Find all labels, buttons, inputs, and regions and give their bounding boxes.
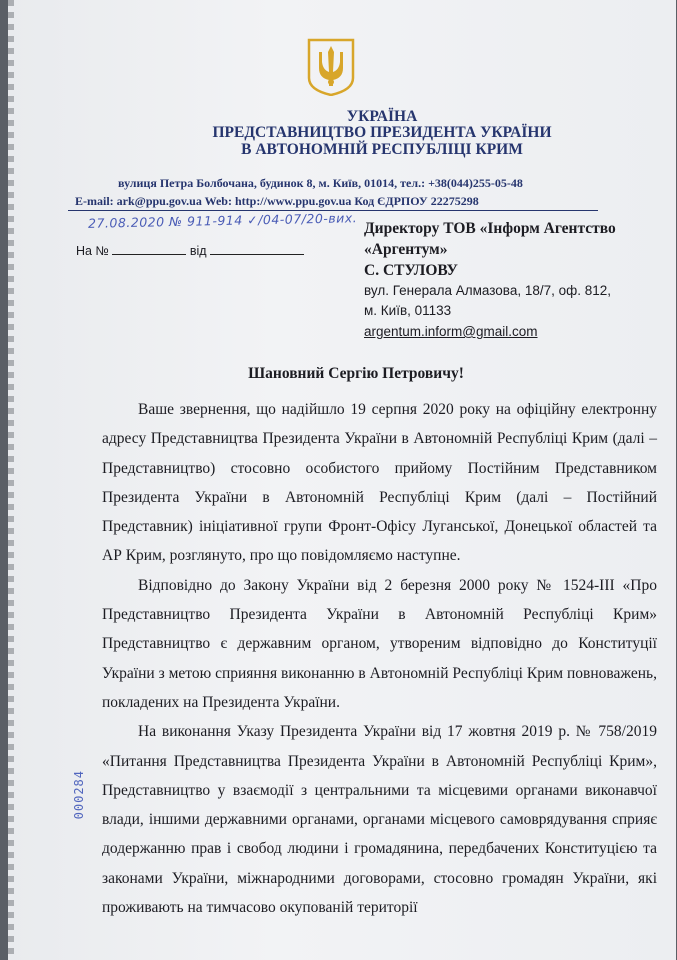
recipient-title-line1: Директору ТОВ «Інформ Агентство: [364, 220, 616, 237]
recipient-city: м. Київ, 01133: [364, 303, 452, 318]
handwritten-registration: 27.08.2020 № 911-914 ✓/04-07/20-вих.: [87, 210, 358, 231]
letter-body: [102, 395, 657, 922]
letterhead-country: УКРАЇНА: [346, 108, 418, 125]
reference-line: [76, 244, 304, 258]
perforation-edge: [8, 0, 14, 960]
salutation: Шановний Сергію Петровичу!: [248, 365, 464, 382]
letterhead-contacts: E-mail: ark@ppu.gov.ua Web: http://www.ppu.gov.ua Код ЄДРПОУ 22275298: [75, 194, 479, 208]
recipient-email: argentum.inform@gmail.com: [364, 324, 538, 339]
letter-page: [8, 0, 676, 960]
letterhead-address: вулиця Петра Болбочана, будинок 8, м. Київ, 01014, тел.: +38(044)255-05-48: [118, 176, 523, 190]
recipient-block: [364, 218, 664, 342]
letterhead-office-line1: ПРЕДСТАВНИЦТВО ПРЕЗИДЕНТА УКРАЇНИ: [212, 124, 552, 141]
reference-date-blank: [210, 244, 304, 255]
reference-date-label: від: [189, 244, 207, 258]
reference-number-blank: [112, 244, 186, 255]
paragraph: Відповідно до Закону України від 2 березня 2000 року № 1524-ІІІ «Про Представництво Президента України в Автономній Республіці Крим» Представництво є державним органом, утвореним відповідно до Конституції України з метою сприяння виконанню в Автономній Республіці Крим повноважень, покладених на Президента України.: [102, 576, 657, 711]
stamped-serial-number: 000284: [72, 770, 86, 820]
paragraph: Ваше звернення, що надійшло 19 серпня 2020 року на офіційну електронну адресу Представництва Президента України в Автономній Республіці Крим (далі – Представництво) стосовно особистого прийому Постійним Представником Президента України в Автономній Республіці Крим (далі – Постійний Представник) ініціативної групи Фронт-Офісу Луганської, Донецької областей та АР Крим, розглянуто, про що повідомляємо наступне.: [102, 401, 657, 565]
recipient-name: С. СТУЛОВУ: [364, 262, 458, 279]
letterhead-office-line2: В АВТОНОМНІЙ РЕСПУБЛІЦІ КРИМ: [241, 141, 523, 158]
recipient-title-line2: «Аргентум»: [364, 241, 448, 258]
paragraph: На виконання Указу Президента України від 17 жовтня 2019 р. № 758/2019 «Питання Представництва Президента України в Автономній Республіці Крим», Представництво у взаємодії з центральними та місцевими органами виконавчої влади, іншими державними органами, органами місцевого самоврядування сприяє додержанню прав і свобод людини і громадянина, передбачених Конституцією та законами України, міжнародними договорами, стосовно громадян України, які проживають на тимчасово окупованій території: [102, 723, 657, 917]
reference-number-label: На №: [76, 244, 109, 258]
trident-emblem-icon: [305, 38, 357, 96]
recipient-street: вул. Генерала Алмазова, 18/7, оф. 812,: [364, 283, 612, 298]
